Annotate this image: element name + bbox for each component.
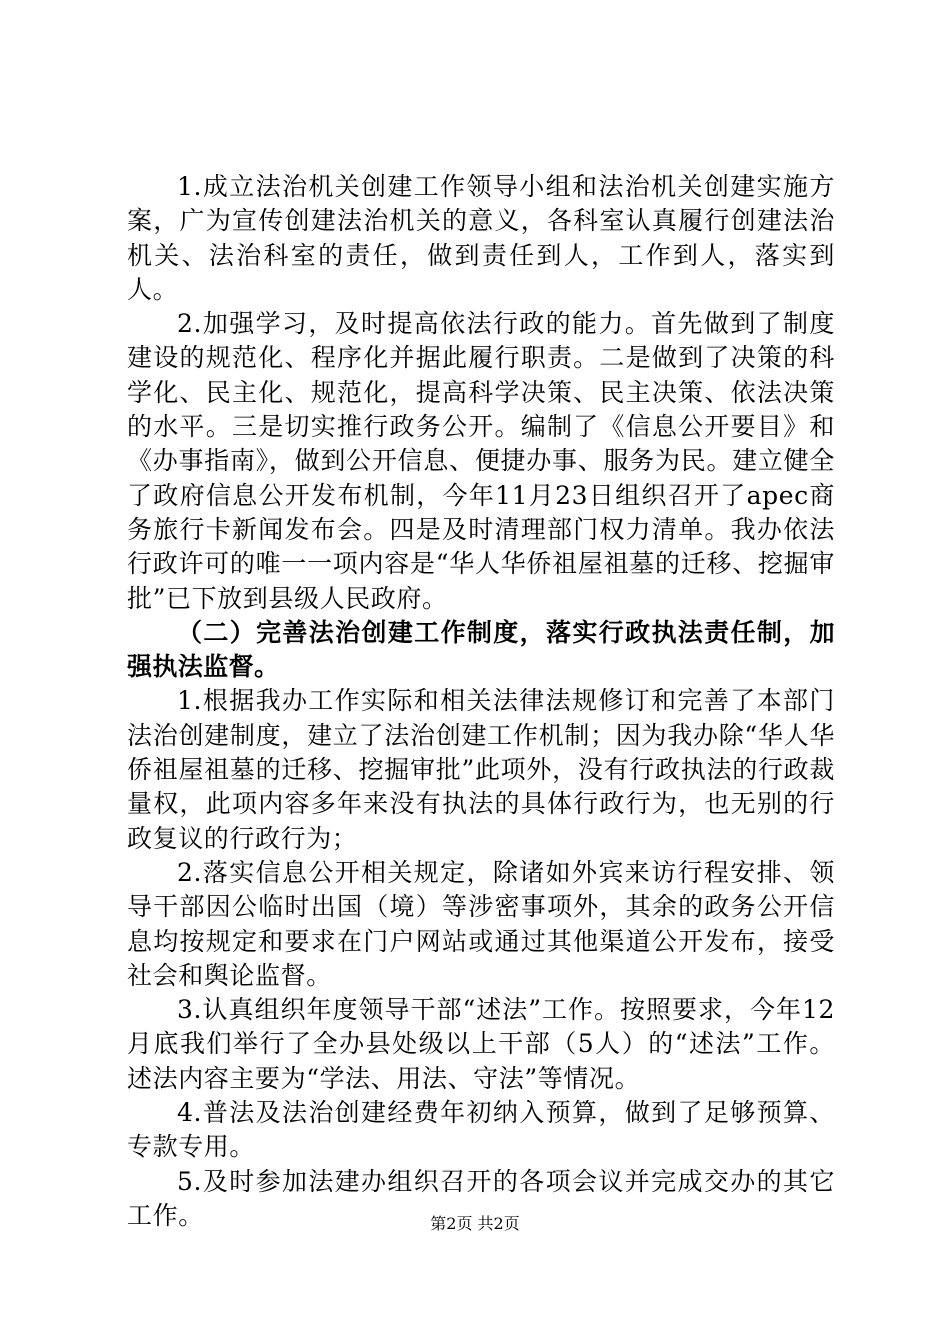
paragraph-item-5: 3.认真组织年度领导干部“述法”工作。按照要求，今年12月底我们举行了全办县处级以上干部（5人）的“述法”工作。述法内容主要为“学法、用法、守法”等情况。 — [127, 995, 835, 1093]
paragraph-item-2: 2.加强学习，及时提高依法行政的能力。首先做到了制度建设的规范化、程序化并据此履行职责。二是做到了决策的科学化、民主化、规范化，提高科学决策、民主决策、依法决策的水平。三是切实推行政务公开。编制了《信息公开要目》和《办事指南》，做到公开信息、便捷办事、服务为民。建立健全了政府信息公开发布机制，今年11月23日组织召开了apec商务旅行卡新闻发布会。四是及时清理部门权力清单。我办依法行政许可的唯一一项内容是“华人华侨祖屋祖墓的迁移、挖掘审批”已下放到县级人民政府。 — [127, 309, 835, 613]
paragraph-item-1: 1.成立法治机关创建工作领导小组和法治机关创建实施方案，广为宣传创建法治机关的意义，各科室认真履行创建法治机关、法治科室的责任，做到责任到人，工作到人，落实到人。 — [127, 172, 835, 304]
paragraph-item-3: 1.根据我办工作实际和相关法律法规修订和完善了本部门法治创建制度，建立了法治创建工作机制；因为我办除“华人华侨祖屋祖墓的迁移、挖掘审批”此项外，没有行政执法的行政裁量权，此项内容多年来没有执法的具体行政行为，也无别的行政复议的行政行为； — [127, 686, 835, 853]
paragraph-item-7: 5.及时参加法建办组织召开的各项会议并完成交办的其它工作。 — [127, 1166, 835, 1230]
paragraph-item-4: 2.落实信息公开相关规定，除诸如外宾来访行程安排、领导干部因公临时出国（境）等涉密事项外，其余的政务公开信息均按规定和要求在门户网站或通过其他渠道公开发布，接受社会和舆论监督。 — [127, 857, 835, 990]
page-number-label: 第2页 共2页 — [430, 1214, 520, 1233]
paragraph-item-6: 4.普法及法治创建经费年初纳入预算，做到了足够预算、专款专用。 — [127, 1098, 835, 1162]
page-footer — [0, 1214, 950, 1234]
document-body — [127, 170, 835, 1233]
section-heading: （二）完善法治创建工作制度，落实行政执法责任制，加强执法监督。 — [127, 617, 835, 682]
